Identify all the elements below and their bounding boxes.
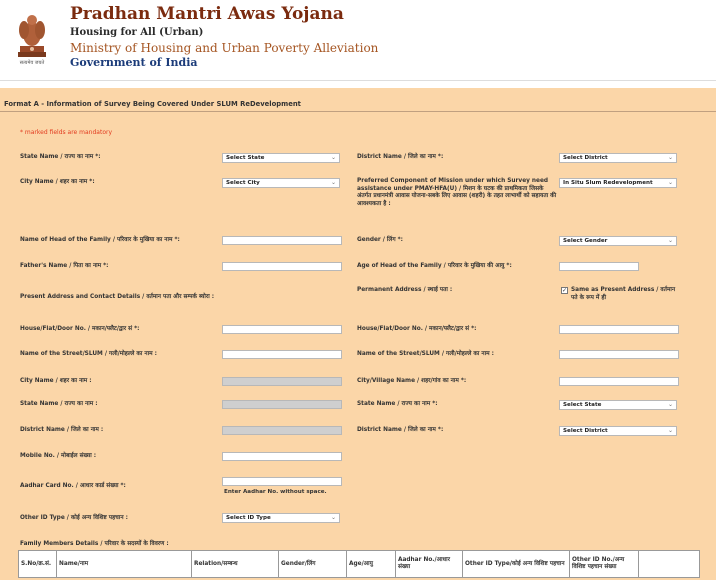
- mobile-label: Mobile No. / मोबाईल संख्या :: [20, 453, 97, 459]
- component-select[interactable]: [559, 178, 677, 188]
- city-village-input[interactable]: [559, 377, 679, 386]
- site-subtitle: Housing for All (Urban): [70, 27, 204, 38]
- city-name-label: City Name / शहर का नाम *:: [20, 179, 95, 185]
- column-header: Other ID Type/कोई अन्य विशिष्ट पहचान: [463, 551, 570, 578]
- district-select[interactable]: [559, 153, 677, 163]
- state-name-label: State Name / राज्य का नाम *:: [20, 154, 101, 160]
- head-of-family-input[interactable]: [222, 236, 342, 245]
- perm-district-label: District Name / जिले का नाम *:: [357, 427, 444, 433]
- age-of-head-input[interactable]: [559, 262, 639, 271]
- gender-select-value: Select Gender: [563, 238, 608, 244]
- present-address-label: Present Address and Contact Details / वर्तमान पता और सम्पर्क ब्योरा :: [20, 294, 215, 300]
- city-select[interactable]: [222, 178, 340, 188]
- chevron-down-icon: ⌄: [330, 179, 336, 186]
- same-as-present-checkbox[interactable]: ✓: [562, 287, 568, 294]
- aadhar-input[interactable]: [222, 477, 342, 486]
- district-name-label: District Name / जिले का नाम *:: [357, 154, 444, 160]
- city-village-label: City/Village Name / शहर/गांव का नाम *:: [357, 378, 467, 384]
- perm-house-no-label: House/Flat/Door No. / मकान/फ्लैट/द्वार सं *:: [357, 326, 477, 332]
- house-no-label: House/Flat/Door No. / मकान/फ्लैट/द्वार सं *:: [20, 326, 140, 332]
- chevron-down-icon: ⌄: [330, 514, 336, 521]
- perm-state-select[interactable]: [559, 400, 677, 410]
- column-header: Name/नाम: [57, 551, 192, 578]
- other-id-type-select[interactable]: [222, 513, 340, 523]
- column-header: Relation/सम्बन्ध: [192, 551, 279, 578]
- same-as-present-label: Same as Present Address / वर्तमान पते के रूप में ही: [571, 287, 676, 301]
- other-id-type-label: Other ID Type / कोई अन्य विशिष्ट पहचान :: [20, 515, 128, 521]
- other-id-type-select-value: Select ID Type: [226, 515, 271, 521]
- district-input-disabled: [222, 426, 342, 435]
- district-label: District Name / जिले का नाम :: [20, 427, 104, 433]
- site-header: [0, 0, 716, 81]
- column-header: Age/आयु: [347, 551, 396, 578]
- aadhar-hint: Enter Aadhar No. without space.: [224, 489, 327, 495]
- perm-house-no-input[interactable]: [559, 325, 679, 334]
- district-select-value: Select District: [563, 155, 608, 161]
- component-select-value: In Situ Slum Redevelopment: [563, 180, 653, 186]
- form-title-divider: [0, 111, 716, 112]
- column-header: Gender/लिंग: [279, 551, 347, 578]
- chevron-down-icon: ⌄: [667, 401, 673, 408]
- survey-form-panel: [0, 88, 716, 580]
- city-select-value: Select City: [226, 180, 260, 186]
- mobile-input[interactable]: [222, 452, 342, 461]
- chevron-down-icon: ⌄: [330, 154, 336, 161]
- street-label: Name of the Street/SLUM / गली/मोहल्ले का नाम :: [20, 351, 157, 357]
- chevron-down-icon: ⌄: [667, 179, 673, 186]
- family-members-table: [18, 550, 700, 578]
- city-input-disabled: [222, 377, 342, 386]
- gender-select[interactable]: [559, 236, 677, 246]
- permanent-address-label: Permanent Address / स्थाई पता :: [357, 287, 453, 293]
- perm-state-label: State Name / राज्य का नाम *:: [357, 401, 438, 407]
- family-members-title: Family Members Details / परिवार के सदस्यों के विवरण :: [20, 541, 169, 547]
- city-label: City Name / शहर का नाम :: [20, 378, 92, 384]
- ministry-name: Ministry of Housing and Urban Poverty Alleviation: [70, 41, 379, 55]
- emblem-caption: सत्यमेव जयते: [19, 60, 45, 66]
- state-input-disabled: [222, 400, 342, 409]
- head-of-family-label: Name of Head of the Family / परिवार के मुखिया का नाम *:: [20, 237, 180, 243]
- perm-street-label: Name of the Street/SLUM / गली/मोहल्ले का नाम :: [357, 351, 494, 357]
- perm-state-select-value: Select State: [563, 402, 602, 408]
- form-title: Format A - Information of Survey Being Covered Under SLUM ReDevelopment: [4, 100, 301, 108]
- site-title: Pradhan Mantri Awas Yojana: [70, 4, 344, 24]
- fathers-name-input[interactable]: [222, 262, 342, 271]
- government-name: Government of India: [70, 56, 198, 69]
- national-emblem-icon: [14, 6, 50, 66]
- state-label: State Name / राज्य का नाम :: [20, 401, 98, 407]
- state-select[interactable]: [222, 153, 340, 163]
- fathers-name-label: Father's Name / पिता का नाम *:: [20, 263, 109, 269]
- state-select-value: Select State: [226, 155, 265, 161]
- street-input[interactable]: [222, 350, 342, 359]
- perm-street-input[interactable]: [559, 350, 679, 359]
- age-of-head-label: Age of Head of the Family / परिवार के मुखिया की आयु *:: [357, 263, 512, 269]
- chevron-down-icon: ⌄: [667, 154, 673, 161]
- table-header-row: [19, 551, 700, 578]
- column-header: S.No/क्र.सं.: [19, 551, 57, 578]
- aadhar-label: Aadhar Card No. / आधार कार्ड संख्या *:: [20, 483, 126, 489]
- column-header: Aadhar No./आधार संख्या: [396, 551, 463, 578]
- gender-label: Gender / लिंग *:: [357, 237, 403, 243]
- preferred-component-label: Preferred Component of Mission under which Survey need assistance under PMAY-HFA(U) / मिशन के घटक की प्राथमिकता जिसके अंतर्गत प्रधानमंत्री आवास योजना-सबके लिए आवास (शहरी) के तहत लाभार्थी को सहायता की आवश्यकता है :: [357, 178, 557, 207]
- column-header: [639, 551, 700, 578]
- mandatory-note: * marked fields are mandatory: [20, 129, 113, 136]
- column-header: Other ID No./अन्य विशिष्ट पहचान संख्या: [570, 551, 639, 578]
- perm-district-select[interactable]: [559, 426, 677, 436]
- chevron-down-icon: ⌄: [667, 427, 673, 434]
- perm-district-select-value: Select District: [563, 428, 608, 434]
- chevron-down-icon: ⌄: [667, 237, 673, 244]
- house-no-input[interactable]: [222, 325, 342, 334]
